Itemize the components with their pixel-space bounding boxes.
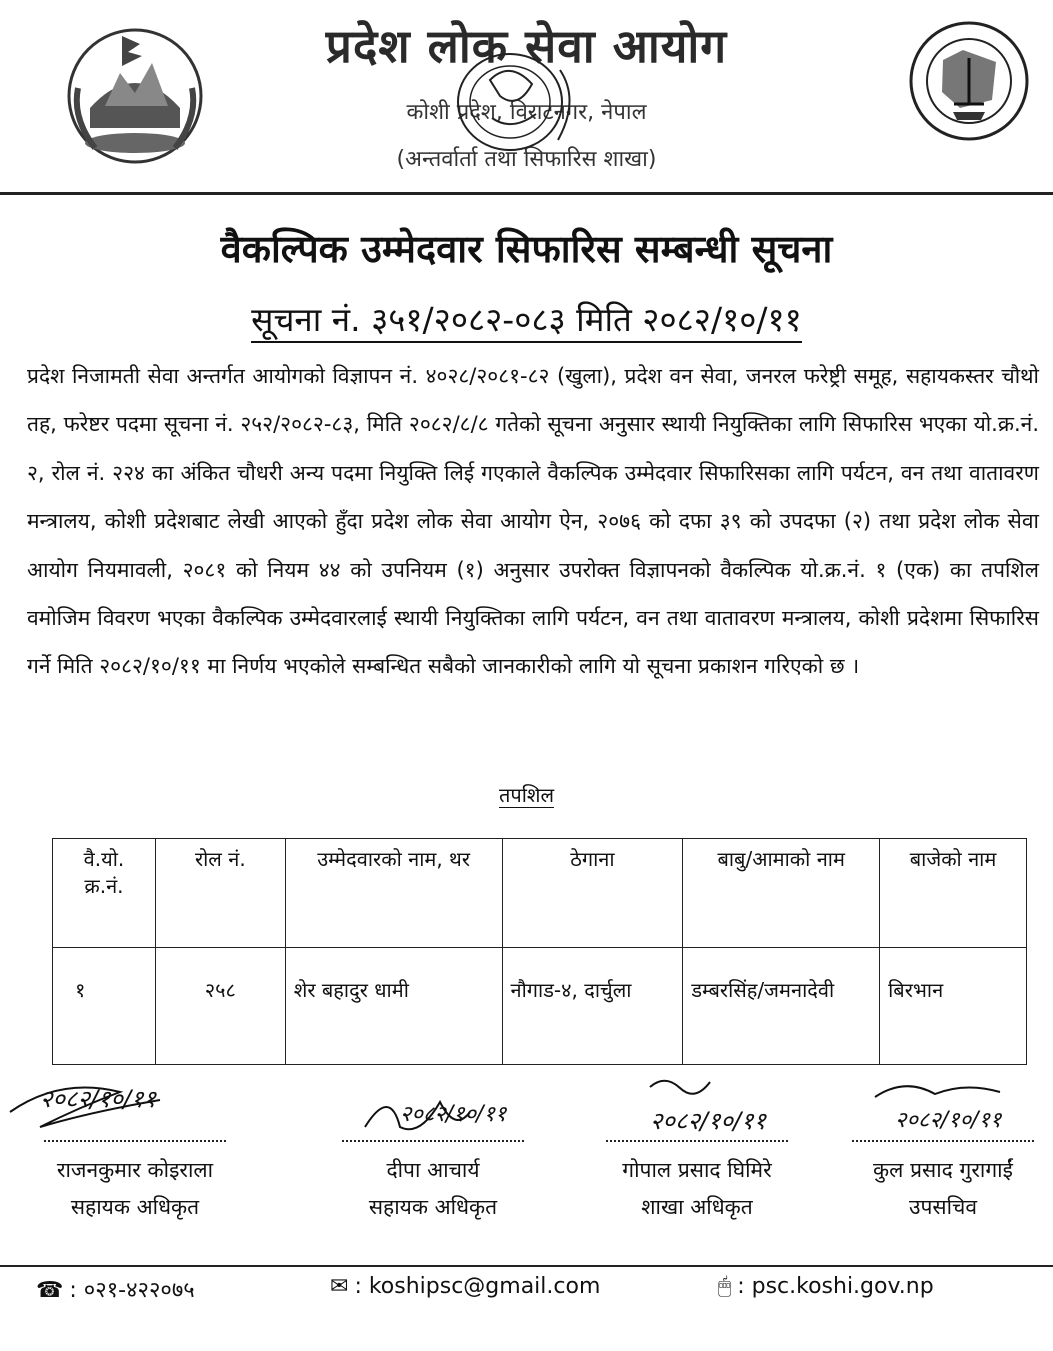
sig-date-2: २०८२/१०/११ [400, 1102, 507, 1127]
signatory-post: सहायक अधिकृत [70, 1195, 200, 1219]
col-header-sn: वै.यो. क्र.नं. [53, 839, 156, 948]
signature-block-2 [318, 1140, 548, 1226]
signature-line [342, 1140, 524, 1142]
cell-name: शेर बहादुर धामी [285, 948, 502, 1065]
header-divider [0, 192, 1053, 195]
cell-address: नौगाड-४, दार्चुला [502, 948, 683, 1065]
notice-title: वैकल्पिक उम्मेदवार सिफारिस सम्बन्धी सूचना [220, 227, 833, 271]
footer-website-text[interactable]: : psc.koshi.gov.np [737, 1274, 934, 1299]
cell-roll: २५८ [155, 948, 285, 1065]
notice-body-paragraph: प्रदेश निजामती सेवा अन्तर्गत आयोगको विज्ञापन नं. ४०२८/२०८१-८२ (खुला), प्रदेश वन सेवा, जनरल फरेष्ट्री समूह, सहायकस्तर चौथो तह, फरेष्टर पदमा सूचना नं. २५२/२०८२-८३, मिति २०८२/८/८ गतेको सूचना अनुसार स्थायी नियुक्तिका लागि सिफारिस भएका यो.क्र.नं. २, रोल नं. २२४ का अंकित चौधरी अन्य पदमा नियुक्ति लिई गएकाले वैकल्पिक उम्मेदवार सिफारिसका लागि पर्यटन, वन तथा वातावरण मन्त्रालय, कोशी प्रदेशबाट लेखी आएको हुँदा प्रदेश लोक सेवा आयोग ऐन, २०७६ को दफा ३९ को उपदफा (२) तथा प्रदेश लोक सेवा आयोग नियमावली, २०८१ को नियम ४४ को उपनियम (१) अनुसार उपरोक्त विज्ञापनको वैकल्पिक यो.क्र.नं. १ (एक) का तपशिल वमोजिम विवरण भएका वैकल्पिक उम्मेदवारलाई स्थायी नियुक्तिका लागि पर्यटन, वन तथा वातावरण मन्त्रालय, कोशी प्रदेशमा सिफारिस गर्ने मिति २०८२/१०/११ मा निर्णय भएकोले सम्बन्धित सबैको जानकारीको लागि यो सूचना प्रकाशन गरिएको छ । [27, 364, 1039, 679]
signature-line [606, 1140, 788, 1142]
signatory-post: उपसचिव [908, 1195, 978, 1219]
signatory-name: गोपाल प्रसाद घिमिरे [622, 1158, 772, 1182]
col-header-parents: बाबु/आमाको नाम [683, 839, 880, 948]
col-header-roll: रोल नं. [155, 839, 285, 948]
notice-number-line-wrap [0, 296, 1053, 341]
col-header-grandfather: बाजेको नाम [880, 839, 1027, 948]
sig-date-3: २०८२/१०/११ [650, 1107, 767, 1135]
signatory-post: सहायक अधिकृत [368, 1195, 498, 1219]
table-row [53, 948, 1027, 1065]
footer-website[interactable] [718, 1274, 934, 1299]
schedule-label-wrap [0, 781, 1053, 808]
sig-date-4: २०८२/१०/११ [895, 1108, 1002, 1133]
org-title: प्रदेश लोक सेवा आयोग [325, 19, 728, 73]
footer-phone [36, 1274, 195, 1304]
org-branch: (अन्तर्वार्ता तथा सिफारिस शाखा) [396, 147, 657, 172]
signatory-post: शाखा अधिकृत [641, 1195, 753, 1219]
notice-body [27, 352, 1039, 691]
sig-date-1: २०८२/१०/११ [40, 1085, 157, 1113]
notice-number-line: सूचना नं. ३५१/२०८२-०८३ मिति २०८२/१०/११ [251, 300, 802, 343]
phone-icon: ☎ [36, 1278, 64, 1303]
signatory-name: राजनकुमार कोइराला [56, 1158, 214, 1182]
footer-divider [0, 1265, 1053, 1267]
signature-block-3 [582, 1140, 812, 1226]
cell-sn: १ [53, 948, 156, 1065]
signatory-name: दीपा आचार्य [386, 1158, 480, 1182]
cell-grandfather: बिरभान [880, 948, 1027, 1065]
org-office-address: कोशी प्रदेश, विराटनगर, नेपाल [406, 100, 647, 125]
table-header-row [53, 839, 1027, 948]
signature-block-1 [20, 1140, 250, 1226]
candidate-table [52, 838, 1027, 1065]
cell-parents: डम्बरसिंह/जमनादेवी [683, 948, 880, 1065]
footer-phone-text: : ०२१-४२२०७५ [69, 1278, 195, 1303]
mouse-icon: 🖱 [718, 1274, 732, 1299]
col-header-address: ठेगाना [502, 839, 683, 948]
signature-block-4 [828, 1140, 1053, 1226]
official-seal-stamp [440, 40, 590, 180]
signatory-name: कुल प्रसाद गुरागाईं [873, 1158, 1013, 1182]
footer-email-text[interactable]: : koshipsc@gmail.com [354, 1274, 601, 1299]
psc-koshi-logo [908, 20, 1030, 142]
envelope-icon: ✉ [330, 1274, 349, 1299]
signature-line [852, 1140, 1034, 1142]
schedule-label: तपशिल [498, 783, 555, 807]
signature-line [44, 1140, 226, 1142]
col-header-name: उम्मेदवारको नाम, थर [285, 839, 502, 948]
footer-email[interactable] [330, 1274, 600, 1299]
